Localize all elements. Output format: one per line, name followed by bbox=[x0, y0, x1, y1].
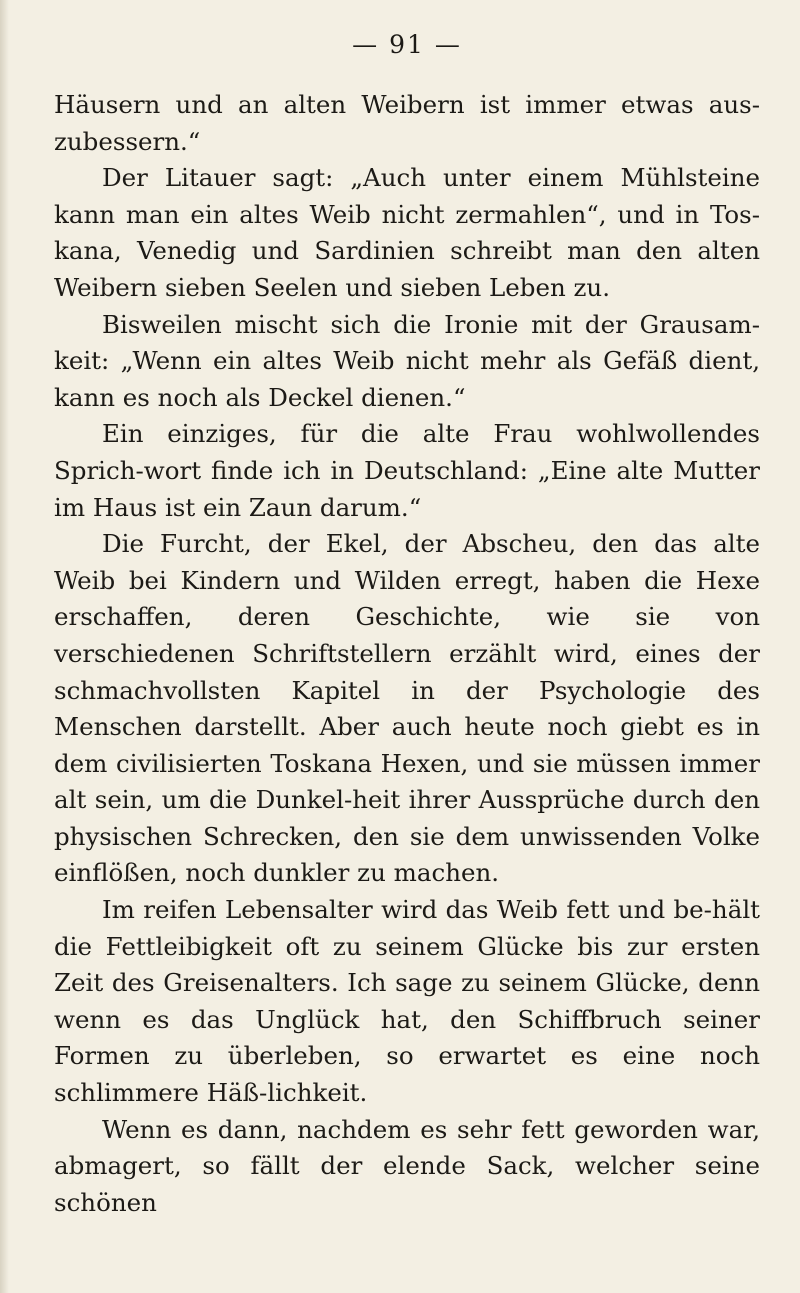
page-number: — 91 — bbox=[352, 30, 462, 59]
page-edge-shadow bbox=[0, 0, 9, 1293]
paragraph-6: Im reifen Lebensalter wird das Weib fett und be-hält die Fettleibigkeit oft zu seinem Glücke bis zur ersten Zeit des Greisenalters. Ich sage zu seinem Glücke, denn wenn es das Unglück hat, den Schiffbruch seiner Formen zu überleben, so erwartet es eine noch schlimmere Häß-lichkeit. bbox=[54, 895, 760, 1108]
body-text bbox=[54, 87, 760, 1221]
paragraph-5: Die Furcht, der Ekel, der Abscheu, den das alte Weib bei Kindern und Wilden erregt, haben die Hexe erschaffen, deren Geschichte, wie sie von verschiedenen Schriftstellern erzählt wird, eines der schmachvollsten Kapitel in der Psychologie des Menschen darstellt. Aber auch heute noch giebt es in dem civilisierten Toskana Hexen, und sie müssen immer alt sein, um die Dunkel-heit ihrer Aussprüche durch den physischen Schrecken, den sie dem unwissenden Volke einflößen, noch dunkler zu machen. bbox=[54, 529, 760, 888]
paragraph-4: Ein einziges, für die alte Frau wohlwollendes Sprich-wort finde ich in Deutschland: „Eine alte Mutter im Haus ist ein Zaun darum.“ bbox=[54, 419, 760, 522]
paragraph-3: Bisweilen mischt sich die Ironie mit der Grausam-keit: „Wenn ein altes Weib nicht mehr als Gefäß dient, kann es noch als Deckel dienen.“ bbox=[54, 309, 760, 412]
paragraph-2: Der Litauer sagt: „Auch unter einem Mühlsteine kann man ein altes Weib nicht zermahlen“, und in Tos-kana, Venedig und Sardinien schreibt man den alten Weibern sieben Seelen und sieben Leben zu. bbox=[54, 163, 760, 302]
paragraph-7: Wenn es dann, nachdem es sehr fett geworden war, abmagert, so fällt der elende Sack, welcher seine schönen bbox=[54, 1114, 760, 1217]
paragraph-1: Häusern und an alten Weibern ist immer etwas aus-zubessern.“ bbox=[54, 90, 760, 156]
